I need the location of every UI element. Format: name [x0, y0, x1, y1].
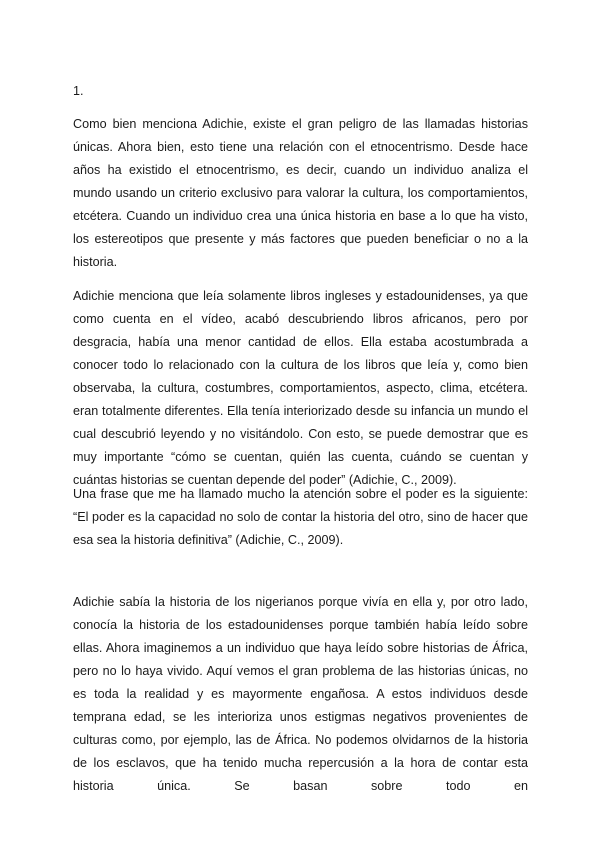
paragraph-historia-nigerianos: Adichie sabía la historia de los nigerianos porque vivía en ella y, por otro lado, conocía la historia de los estadounidenses porque también había leído sobre ellas. Ahora imaginemos a un individuo que haya leído sobre historias de África, pero no lo haya vivido. Aquí vemos el gran problema de las historias únicas, no es toda la realidad y es mayormente engañosa. A estos individuos desde temprana edad, se les interioriza unos estigmas negativos provenientes de culturas como, por ejemplo, las de África. No podemos olvidarnos de la historia de los esclavos, que ha tenido mucha repercusión a la hora de contar esta historia única. Se basan sobre todo en — [73, 595, 528, 793]
paragraph-libros-africanos: Adichie menciona que leía solamente libros ingleses y estadounidenses, ya que como cuenta en el vídeo, acabó descubriendo libros africanos, pero por desgracia, había una menor cantidad de ellos. Ella estaba acostumbrada a conocer todo lo relacionado con la cultura de los libros que leía y, como bien observaba, la cultura, costumbres, comportamientos, aspecto, clima, etcétera. eran totalmente diferentes. Ella tenía interiorizado desde su infancia un mundo el cual descubrió leyendo y no visitándolo. Con esto, se puede demostrar que es muy importante “cómo se cuentan, quién las cuenta, cuándo se cuentan y cuántas historias se cuentan depende del poder” (Adichie, C., 2009). — [73, 289, 528, 487]
section-number: 1. — [73, 84, 84, 98]
paragraph-historias-unicas: Como bien menciona Adichie, existe el gran peligro de las llamadas historias únicas. Ahora bien, esto tiene una relación con el etnocentrismo. Desde hace años ha existido el etnocentrismo, es decir, cuando un individuo analiza el mundo usando un criterio exclusivo para valorar la cultura, los comportamientos, etcétera. Cuando un individuo crea una única historia en base a lo que ha visto, los estereotipos que presente y más factores que pueden beneficiar o no a la historia. — [73, 117, 528, 269]
paragraph-frase-poder: Una frase que me ha llamado mucho la atención sobre el poder es la siguiente: “El poder es la capacidad no solo de contar la historia del otro, sino de hacer que esa sea la historia definitiva” (Adichie, C., 2009). — [73, 487, 528, 547]
